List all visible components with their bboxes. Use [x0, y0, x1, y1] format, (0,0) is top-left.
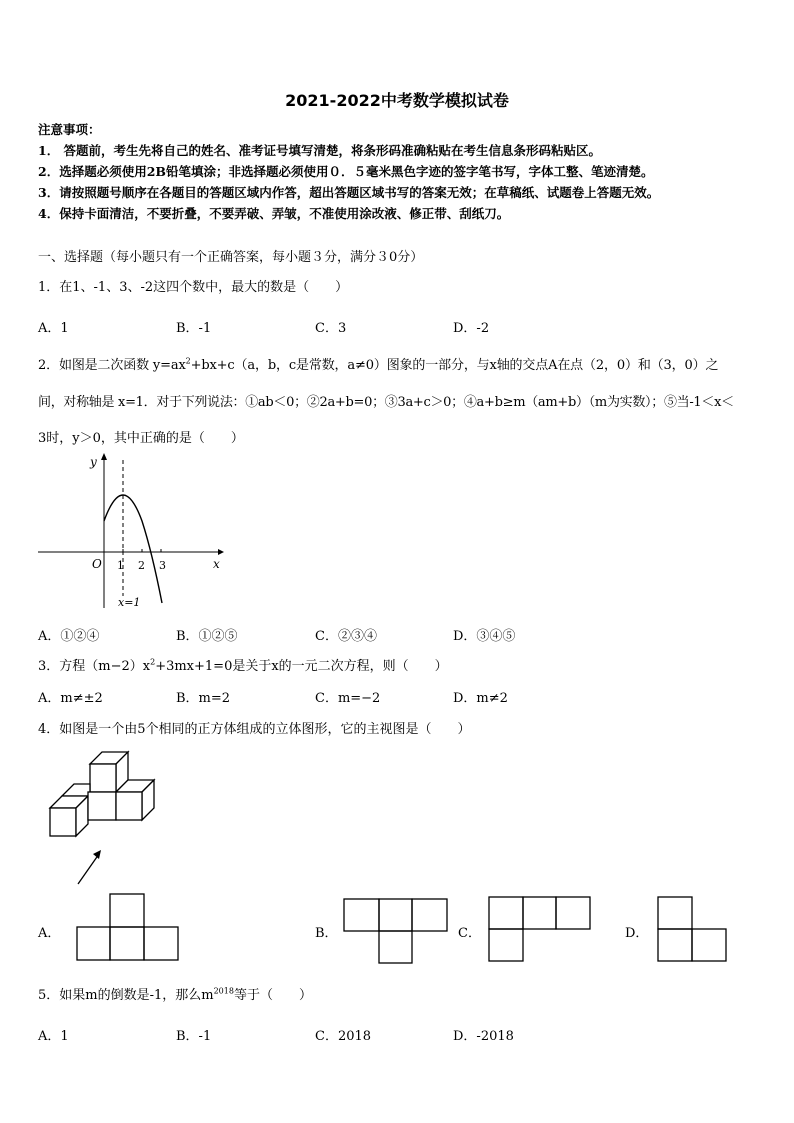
notice-item: 2．选择题必须使用2B铅笔填涂；非选择题必须使用０．５毫米黑色字迹的签字笔书写，字体工整、笔迹清楚。: [38, 164, 654, 179]
q3-option-c: C．m=−2: [315, 691, 381, 706]
q2-option-b: B．①②⑤: [176, 629, 238, 644]
parabola-graph: [38, 448, 228, 614]
q3-option-a: A．m≠±2: [38, 691, 103, 706]
q1-option-d: D．-2: [453, 321, 490, 336]
q1-option-c: C．3: [315, 321, 347, 336]
question-2-line-2: 间，对称轴是 x=1．对于下列说法：①ab＜0；②2a+b=0；③3a+c＞0；④a+b≥m（am+b）（m为实数）；⑤当-1＜x＜: [38, 395, 734, 410]
question-4-stem: 4．如图是一个由5个相同的正方体组成的立体图形，它的主视图是（ ）: [38, 722, 471, 737]
question-3-stem: 3．方程$(m-2)x^2+3mx+1=0$是关于x的一元二次方程，则（ ）: [38, 657, 448, 674]
graph-tick-2: 2: [138, 559, 145, 572]
notice-item: 4．保持卡面清洁，不要折叠，不要弄破、弄皱，不准使用涂改液、修正带、刮纸刀。: [38, 206, 510, 221]
question-2-line-1: 2．如图是二次函数 $y=ax^2+bx+c(a$，b，c是常数，a≠0）图象的一部分，与x轴的交点A在点（2，0）和（3，0）之: [38, 356, 719, 373]
q5-option-a: A．1: [38, 1029, 69, 1044]
cube-figure: [44, 750, 164, 890]
question-2-line-3: 3时，y＞0，其中正确的是（ ）: [38, 431, 244, 446]
notice-heading: 注意事项：: [38, 122, 101, 137]
graph-tick-1: 1: [117, 559, 124, 572]
graph-tick-3: 3: [159, 559, 166, 572]
q5-option-b: B．-1: [176, 1029, 212, 1044]
notice-item: 1． 答题前，考生先将自己的姓名、准考证号填写清楚，将条形码准确粘贴在考生信息条形码粘贴区。: [38, 143, 602, 158]
q4-option-c-label: C．: [458, 926, 481, 941]
q5-option-d: D．-2018: [453, 1029, 514, 1044]
question-1-stem: 1．在1、-1、3、-2这四个数中，最大的数是（ ）: [38, 280, 349, 295]
q4-option-d-figure: [657, 896, 729, 962]
q4-option-d-label: D．: [625, 926, 649, 941]
question-5-stem: 5．如果m的倒数是-1，那么$m^{2018}$等于（ ）: [38, 986, 312, 1003]
q4-option-a-label: A．: [38, 926, 61, 941]
page-title: 2021-2022中考数学模拟试卷: [285, 91, 509, 110]
q2-option-a: A．①②④: [38, 629, 100, 644]
q4-option-c-figure: [488, 896, 592, 962]
q4-option-b-label: B．: [315, 926, 338, 941]
q4-option-b-figure: [343, 898, 449, 964]
graph-y-label: y: [90, 455, 97, 469]
notice-item: 3．请按照题号顺序在各题目的答题区域内作答，超出答题区域书写的答案无效；在草稿纸、试题卷上答题无效。: [38, 185, 660, 200]
q5-option-c: C．2018: [315, 1029, 372, 1044]
q3-option-b: B．m=2: [176, 691, 231, 706]
q4-option-a-figure: [76, 893, 180, 961]
q1-option-b: B．-1: [176, 321, 212, 336]
q2-option-d: D．③④⑤: [453, 629, 516, 644]
q1-option-a: A．1: [38, 321, 69, 336]
graph-axis-label: x=1: [118, 596, 141, 609]
section-heading: 一、选择题（每小题只有一个正确答案，每小题３分，满分３0分）: [38, 250, 424, 265]
graph-x-label: x: [213, 557, 220, 571]
graph-origin-label: O: [92, 557, 102, 571]
q2-option-c: C．②③④: [315, 629, 377, 644]
q3-option-d: D．m≠2: [453, 691, 508, 706]
